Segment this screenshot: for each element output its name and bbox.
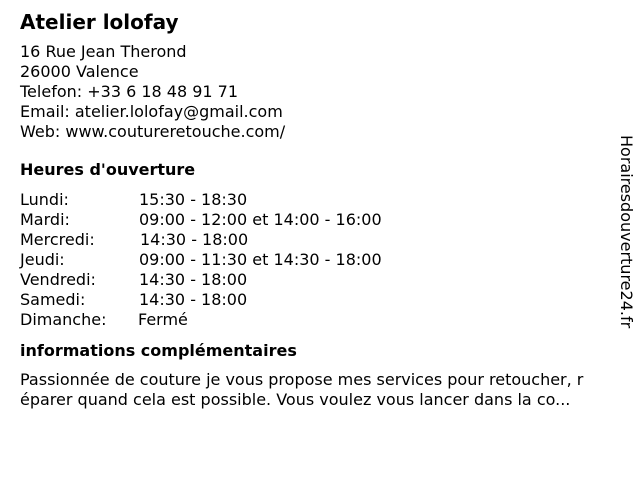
- hours-row-mercredi: [20, 230, 620, 250]
- hours-row-lundi: [20, 190, 620, 210]
- hours-row-samedi: [20, 290, 620, 310]
- day-hours: 09:00 - 12:00 et 14:00 - 16:00: [139, 210, 382, 229]
- site-watermark: Horairesdouverture24.fr: [617, 135, 636, 329]
- day-hours: 14:30 - 18:00: [140, 230, 249, 249]
- business-page: [20, 10, 620, 410]
- hours-row-jeudi: [20, 250, 620, 270]
- day-label: Vendredi:: [20, 270, 96, 289]
- additional-info-heading: informations complémentaires: [20, 341, 297, 360]
- hours-row-dimanche: [20, 310, 620, 330]
- day-label: Samedi:: [20, 290, 86, 309]
- phone-number: Telefon: +33 6 18 48 91 71: [20, 82, 239, 101]
- postal-city: 26000 Valence: [20, 62, 139, 81]
- info-text-line: éparer quand cela est possible. Vous voulez vous lancer dans la co...: [20, 390, 571, 409]
- business-name: Atelier lolofay: [20, 10, 179, 34]
- day-label: Mercredi:: [20, 230, 95, 249]
- opening-hours-list: [20, 190, 620, 330]
- day-label: Dimanche:: [20, 310, 107, 329]
- day-hours: 14:30 - 18:00: [139, 290, 248, 309]
- street-address: 16 Rue Jean Therond: [20, 42, 187, 61]
- day-hours: 14:30 - 18:00: [139, 270, 248, 289]
- day-label: Lundi:: [20, 190, 69, 209]
- day-hours: Fermé: [138, 310, 188, 329]
- additional-info-text: [20, 370, 620, 410]
- address-block: [20, 42, 620, 142]
- hours-row-mardi: [20, 210, 620, 230]
- day-hours: 09:00 - 11:30 et 14:30 - 18:00: [139, 250, 382, 269]
- day-label: Jeudi:: [20, 250, 65, 269]
- email-address: Email: atelier.lolofay@gmail.com: [20, 102, 283, 121]
- info-text-line: Passionnée de couture je vous propose mes services pour retoucher, r: [20, 370, 584, 389]
- day-label: Mardi:: [20, 210, 70, 229]
- opening-hours-heading: Heures d'ouverture: [20, 160, 196, 179]
- day-hours: 15:30 - 18:30: [139, 190, 248, 209]
- hours-row-vendredi: [20, 270, 620, 290]
- website-address: Web: www.coutureretouche.com/: [20, 122, 286, 141]
